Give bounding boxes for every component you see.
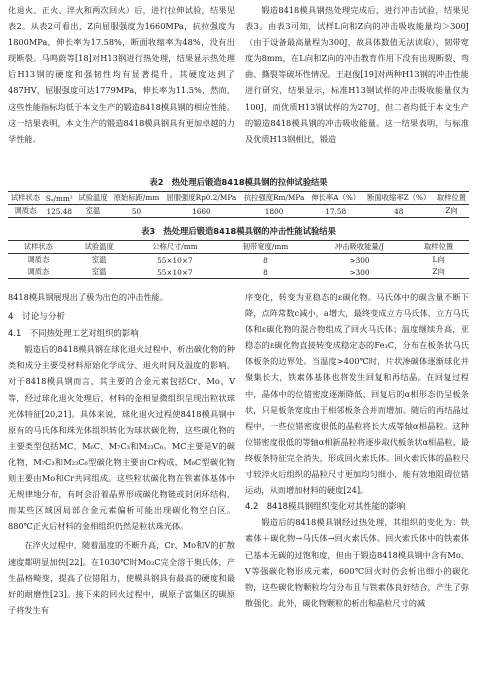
bottom-right-column <box>245 289 469 611</box>
table-header: 韧带宽度/mm <box>220 241 311 254</box>
body-paragraph: 8418模具钢展现出了极为出色的冲击性能。 <box>8 292 169 302</box>
table-cell: 调质态 <box>27 255 50 264</box>
table-header: 冲击吸收能量/J <box>311 241 408 254</box>
table-header: 原始标距/mm <box>110 192 162 205</box>
table-header: 断面收缩率Z（%） <box>363 192 434 205</box>
table-header: Sₒ/mm² <box>43 192 76 205</box>
table-header: 伸长率A（%） <box>308 192 363 205</box>
table3-impact-results <box>8 240 469 279</box>
table-cell: 1800 <box>264 206 284 216</box>
table-header: 取样位置 <box>408 241 469 254</box>
table-cell: Z向 <box>432 267 445 276</box>
table-header: 试验温度 <box>76 192 111 205</box>
table-cell: L向 <box>432 255 445 264</box>
table-header: 试样状态 <box>8 192 43 205</box>
table-row <box>8 266 469 279</box>
table-cell: 8 <box>263 267 268 277</box>
table-header: 取样位置 <box>434 192 469 205</box>
body-paragraph: 序变化，转变为亚稳态的ε碳化物。马氏体中的碳含量不断下降，点阵常数c减小，a增大，最终变成立方马氏体，立方马氏体和ε碳化物的混合物组成了回火马氏体；温度继续升高，亚稳态的ε碳化物直接转变成稳定态的Fe₃C，分布在板条状马氏体板条的边界处。当温度>400℃时，片状渗碳体逐渐球化并聚集长大，铁素体基体也将发生回复和再结晶。在回复过程中，晶体中的位错密度逐渐降低，回复后的α相形态仍呈板条状，只是板条宽度由于相邻板条合并而增加。随后的再结晶过程中，一些位错密度很低的晶粒将长大成等轴α相晶粒。这种位错密度很低的等轴α相新晶粒将逐步取代板条状α相晶粒，最终板条特征完全消失，形成回火索氏体。回火索氏体的晶粒尺寸较淬火后组织的晶粒尺寸更加均匀细小，能有效地阻碍位错运动，从而增加材料的硬度[24]。 <box>245 292 469 496</box>
body-paragraph: 锻造后的8418模具钢在球化退火过程中，析出碳化物的种类和成分主要受材料原始化学成分、退火时间及温度的影响。对于8418模具钢而言，其主要的合金元素包括Cr、Mo、V等，经过球化退火处理后，材料的金相显微组织呈现出粒状球光体特征[20,21]。具体来说，球化退火过程使8418模具钢中原有的马氏体和珠光体组织转化为球状碳化物，这些碳化物的主要类型包括MC、M₆C、M₇C₃和M₂₃C₆。MC主要是V的碳化物，M₇C₃和M₂₃C₆型碳化物主要由Cr构成，M₆C型碳化物则主要由Mo和Cr共同组成。这些粒状碳化物在铁素体基体中无规律地分布，有时会沿着晶界形成碳化物链或封闭环结构，而某些区域因局部合金元素偏析可能出现碳化物空白区。880℃正火后材料的金相组织仍然是粒状珠光体。 <box>8 344 235 532</box>
table-row <box>8 205 469 218</box>
top-right-column <box>245 2 469 147</box>
table-cell: 室温 <box>85 206 101 215</box>
table2-caption: 表2 热处理后锻造8418模具钢的拉伸试验结果 <box>149 177 328 187</box>
table-header: 试样状态 <box>8 241 69 254</box>
table-cell: 1660 <box>192 206 211 216</box>
table-header: 屈服强度Rp0.2/MPa <box>163 192 241 205</box>
table2-tensile-results <box>8 191 469 218</box>
table-cell: 调质态 <box>14 206 37 215</box>
table-cell: 室温 <box>91 267 107 276</box>
table-cell: 125.48 <box>46 206 72 216</box>
table-cell: >300 <box>349 255 370 265</box>
body-paragraph: 锻造8418模具钢热处理完成后，进行冲击试验，结果见表3。由表3可知，试样L向和Z向的冲击吸收能量均＞300J（由于设备最高量程为300J，故具体数值无法读取），韧带宽度为8mm，在L向和Z向的冲击教育作用下没有出现断裂、弯曲、撕裂等破坏性情况。王赵俊[19]对两种H13钢的冲击性能进行研究，结果显示，标准H13钢试样的冲击吸收能量仅为100J，而优质H13钢试样的为270J，但二者均低于本文生产的锻造8418模具钢的冲击吸收能量。这一结果表明，与标准及优质H13钢相比，锻造 <box>245 5 469 144</box>
body-paragraph: 化退火、正火、淬火和两次回火）后，进行拉伸试验，结果见表2。从表2可看出，Z向屈服强度为1660MPa，抗拉强度为1800MPa，伸长率为17.58%，断面收缩率为48%，没有出现断裂。马鸣蔚等[18]对H13钢进行热处理，结果显示热处理后H13钢的硬度和强韧性均有显著提升，其硬度达到了487HV，屈服强度可达1779MPa，伸长率为11.5%，然而，这些性能指标均低于本文生产的锻造8418模具钢的相应性能。这一结果表明，本文生产的锻造8418模具钢具有更加卓越的力学性能。 <box>8 5 235 144</box>
table-cell: 8 <box>263 255 268 265</box>
table-header: 抗拉强度Rm/MPa <box>240 192 308 205</box>
table-cell: Z向 <box>445 206 458 215</box>
table-cell: 55×10×7 <box>157 267 193 277</box>
table-cell: 55×10×7 <box>157 255 193 265</box>
bottom-left-column <box>8 289 235 618</box>
body-paragraph: 锻造后的8418模具钢经过热处理，其组织的变化为：铁素体＋碳化物→马氏体→回火索氏体。回火索氏体中的铁素体已基本无碳的过饱和度，但由于锻造8418模具钢中含有Mo、V等强碳化物形成元素，600℃回火时仍会析出细小的碳化物，这些碳化物颗粒均匀分布且与铁素体良好结合，产生了弥散强化。此外，碳化物颗粒的析出和晶粒尺寸的减 <box>245 517 469 608</box>
top-left-column <box>8 2 235 147</box>
table-header: 公称尺寸/mm <box>130 241 221 254</box>
section-heading: 4 讨论与分析 <box>8 312 66 323</box>
table-cell: 17.58 <box>325 206 347 216</box>
subsection-heading: 4.2 8418模具钢组织变化对其性能的影响 <box>245 501 406 512</box>
table3-caption: 表3 热处理后锻造8418模具钢的冲击性能试验结果 <box>141 226 336 236</box>
table-cell: 调质态 <box>27 267 50 276</box>
table-cell: 室温 <box>91 255 107 264</box>
table-cell: 48 <box>394 206 404 216</box>
subsection-heading: 4.1 不同热处理工艺对组织的影响 <box>8 328 139 339</box>
table-cell: 50 <box>131 206 142 216</box>
table-header: 试验温度 <box>69 241 130 254</box>
body-paragraph: 在淬火过程中，随着温度的不断升高，Cr、Mo和V的扩散速度都明显加快[22]。在1030℃时Mo₂C完全溶于奥氏体，产生晶格畸变，提高了位错阻力，使模具钢具有最高的硬度和最好的耐磨性[23]。接下来的回火过程中，碳原子富集区的碳原子将发生有 <box>8 540 235 615</box>
table-cell: >300 <box>349 267 370 277</box>
table-row <box>8 254 469 267</box>
